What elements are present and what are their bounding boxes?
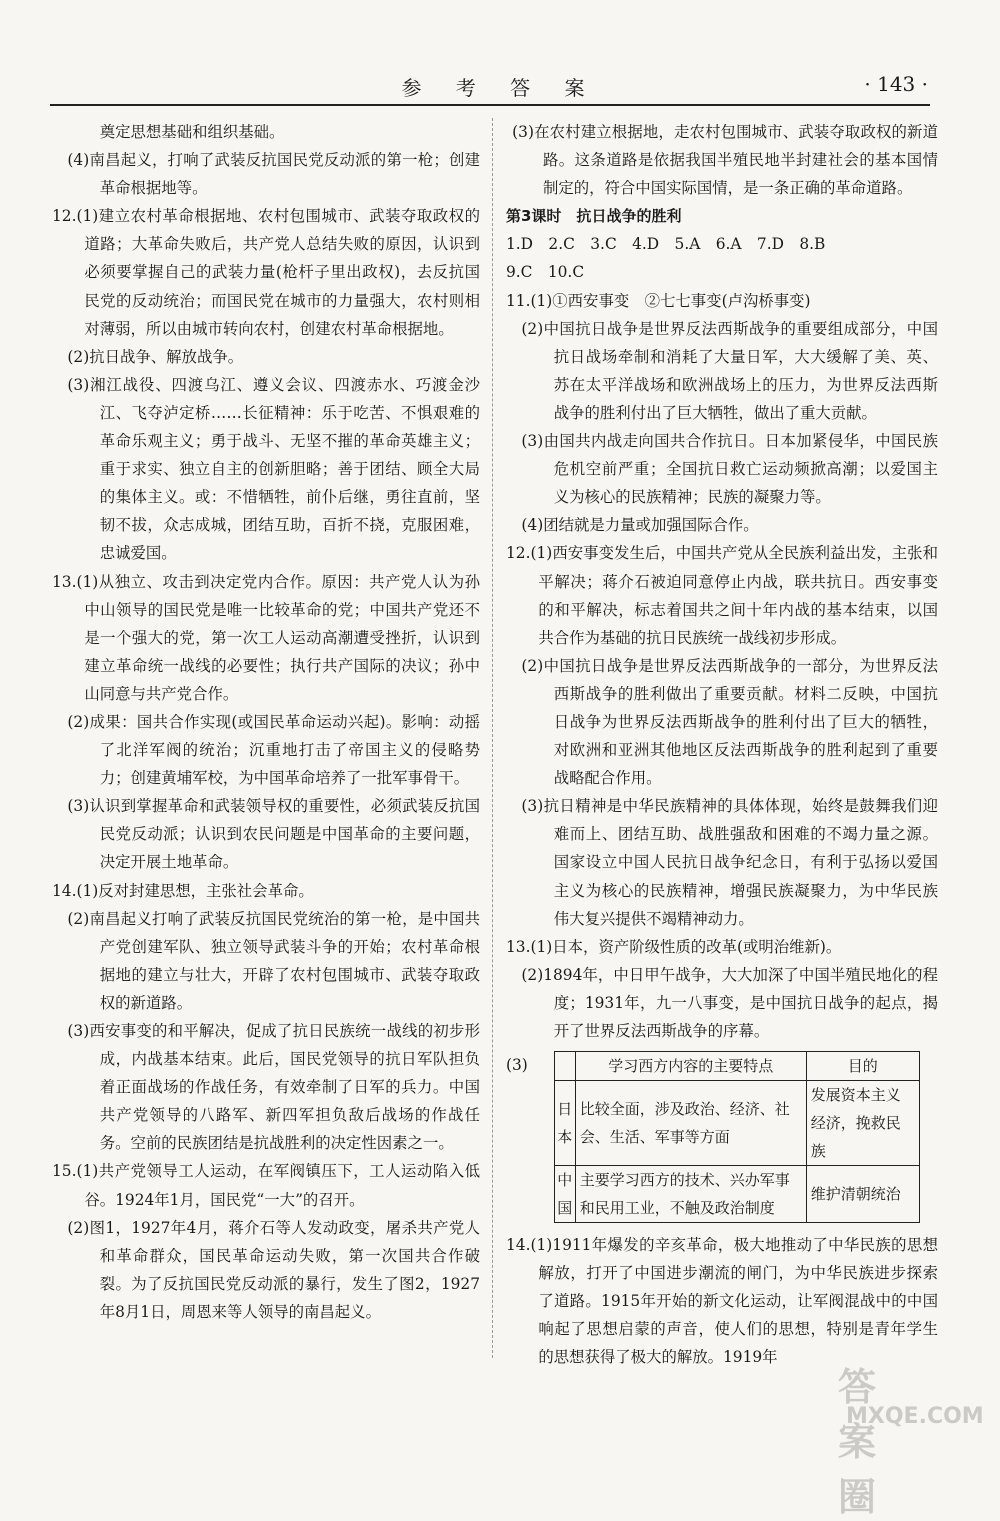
section-heading: 第3课时 抗日战争的胜利: [506, 207, 682, 226]
watermark-en: MXQE.COM: [846, 1404, 984, 1429]
answer-paragraph: (2)中国抗日战争是世界反法西斯战争的重要组成部分，中国抗日战场牵制和消耗了大量日军，大大缓解了美、英、苏在太平洋战场和欧洲战场上的压力，为世界反法西斯战争的胜利付出了巨大牺牲，做出了重大贡献。: [521, 319, 938, 422]
answer-paragraph: (2)1894年，中日甲午战争，大大加深了中国半殖民地化的程度；1931年，九一八事变，是中国抗日战争的起点，揭开了世界反法西斯战争的序幕。: [521, 965, 938, 1040]
comparison-table-block: [506, 1051, 938, 1223]
answer-paragraph: (3)认识到掌握革命和武装领导权的重要性，必须武装反抗国民党反动派；认识到农民问题是中国革命的主要问题，决定开展土地革命。: [67, 797, 480, 872]
table-row: [554, 1166, 919, 1223]
answer-paragraph: 9.C 10.C: [506, 263, 585, 282]
answer-paragraph: 13.(1)从独立、攻击到决定党内合作。原因：共产党人认为孙中山领导的国民党是唯一比较革命的党；中国共产党还不是一个强大的党，第一次工人运动高潮遭受挫折，认识到建立革命统一战线的必要性；执行共产国际的决议；孙中山同意与共产党合作。: [52, 572, 480, 703]
table-cell-feature: 主要学习西方的技术、兴办军事和民用工业，不触及政治制度: [575, 1166, 806, 1223]
answer-paragraph: (3)在农村建立根据地，走农村包围城市、武装夺取政权的新道路。这条道路是依据我国半殖民地半封建社会的基本国情制定的，符合中国实际国情，是一条正确的革命道路。: [512, 123, 938, 198]
left-column: [52, 118, 480, 1326]
page-title: 参 考 答 案: [401, 76, 599, 100]
table-cell-purpose: 发展资本主义经济，挽救民族: [806, 1081, 919, 1166]
right-column: [506, 118, 938, 1372]
answer-paragraph: (2)抗日战争、解放战争。: [67, 347, 244, 366]
answer-paragraph: (3)由国共内战走向国共合作抗日。日本加紧侵华，中国民族危机空前严重；全国抗日救亡运动频掀高潮；以爱国主义为核心的民族精神；民族的凝聚力等。: [521, 432, 938, 507]
answer-paragraph: (2)南昌起义打响了武装反抗国民党统治的第一枪，是中国共产党创建军队、独立领导武装斗争的开始；农村革命根据地的建立与壮大，开辟了农村包围城市、武装夺取政权的新道路。: [67, 909, 480, 1012]
answer-paragraph: 12.(1)西安事变发生后，中国共产党从全民族利益出发，主张和平解决；蒋介石被迫同意停止内战，联共抗日。西安事变的和平解决，标志着国共之间十年内战的基本结束，以国共合作为基础的抗日民族统一战线初步形成。: [506, 544, 938, 647]
answer-paragraph: (2)中国抗日战争是世界反法西斯战争的一部分，为世界反法西斯战争的胜利做出了重要贡献。材料二反映，中国抗日战争为世界反法西斯战争的胜利付出了巨大的牺牲，对欧洲和亚洲其他地区反法西斯战争的胜利起到了重要战略配合作用。: [521, 656, 938, 788]
table-row: [554, 1081, 919, 1166]
comparison-table: [554, 1051, 920, 1223]
answer-paragraph: 15.(1)共产党领导工人运动，在军阀镇压下，工人运动陷入低谷。1924年1月，国民党“一大”的召开。: [52, 1162, 480, 1209]
table-cell-feature: 比较全面，涉及政治、经济、社会、生活、军事等方面: [575, 1081, 806, 1166]
table-header-row: [554, 1052, 919, 1081]
table-row-country: 日本: [554, 1081, 575, 1166]
answer-paragraph: (3)抗日精神是中华民族精神的具体体现，始终是鼓舞我们迎难而上、团结互助、战胜强敌和困难的不竭力量之源。国家设立中国人民抗日战争纪念日，有利于弘扬以爱国主义为核心的民族精神，增强民族凝聚力，为中华民族伟大复兴提供不竭精神动力。: [521, 797, 938, 928]
answer-paragraph: 11.(1)①西安事变 ②七七事变(卢沟桥事变): [506, 291, 811, 310]
table-header-cell: 学习西方内容的主要特点: [575, 1052, 806, 1081]
right-column-bottom: [506, 1231, 938, 1371]
answer-paragraph: (2)成果：国共合作实现(或国民革命运动兴起)。影响：动摇了北洋军阀的统治；沉重地打击了帝国主义的侵略势力；创建黄埔军校，为中国革命培养了一批军事骨干。: [67, 712, 480, 788]
answer-paragraph: 奠定思想基础和组织基础。: [99, 123, 285, 141]
table-row-country: 中国: [554, 1166, 575, 1223]
header-rule: [50, 104, 930, 106]
page-header: [0, 68, 1000, 108]
table-cell-purpose: 维护清朝统治: [806, 1166, 919, 1223]
table-header-cell: 目的: [806, 1052, 919, 1081]
column-divider: [492, 118, 493, 1358]
answer-paragraph: 1.D 2.C 3.C 4.D 5.A 6.A 7.D 8.B: [506, 235, 826, 254]
right-column-top: [506, 118, 938, 1045]
table-corner-cell: [554, 1052, 575, 1081]
answer-paragraph: (2)图1，1927年4月，蒋介石等人发动政变，屠杀共产党人和革命群众，国民革命运动失败，第一次国共合作破裂。为了反抗国民党反动派的暴行，发生了图2，1927年8月1日，周恩来等人领导的南昌起义。: [67, 1218, 480, 1321]
answer-paragraph: 13.(1)日本，资产阶级性质的改革(或明治维新)。: [506, 937, 842, 956]
table-label: (3): [506, 1056, 528, 1075]
answer-paragraph: 14.(1)反对封建思想，主张社会革命。: [52, 881, 314, 900]
answer-paragraph: 12.(1)建立农村革命根据地、农村包围城市、武装夺取政权的道路；大革命失败后，共产党人总结失败的原因，认识到必须要掌握自己的武装力量(枪杆子里出政权)，去反抗国民党的反动统治；而国民党在城市的力量强大，农村则相对薄弱，所以由城市转向农村，创建农村革命根据地。: [52, 207, 480, 338]
page-number: · 143 ·: [864, 72, 928, 96]
answer-paragraph: 14.(1)1911年爆发的辛亥革命，极大地推动了中华民族的思想解放，打开了中国进步潮流的闸门，为中华民族进步探索了道路。1915年开始的新文化运动，让军阀混战中的中国响起了思想启蒙的声音，使人们的思想，特别是青年学生的思想获得了极大的解放。1919年: [506, 1236, 938, 1367]
answer-paragraph: (3)西安事变的和平解决，促成了抗日民族统一战线的初步形成，内战基本结束。此后，国民党领导的抗日军队担负着正面战场的作战任务，有效牵制了日军的兵力。中国共产党领导的八路军、新四军担负敌后战场的作战任务。空前的民族团结是抗战胜利的决定性因素之一。: [67, 1022, 480, 1153]
answer-paragraph: (3)湘江战役、四渡乌江、遵义会议、四渡赤水、巧渡金沙江、飞夺泸定桥……长征精神：乐于吃苦、不惧艰难的革命乐观主义；勇于战斗、无坚不摧的革命英雄主义；重于求实、独立自主的创新胆略；善于团结、顾全大局的集体主义。或：不惜牺牲，前仆后继，勇往直前，坚韧不拔，众志成城，团结互助，百折不挠，克服困难，忠诚爱国。: [67, 375, 480, 563]
watermark-cn: 答案圈: [838, 1365, 875, 1519]
answer-paragraph: (4)南昌起义，打响了武装反抗国民党反动派的第一枪；创建革命根据地等。: [67, 151, 480, 198]
answer-paragraph: (4)团结就是力量或加强国际合作。: [521, 516, 759, 535]
